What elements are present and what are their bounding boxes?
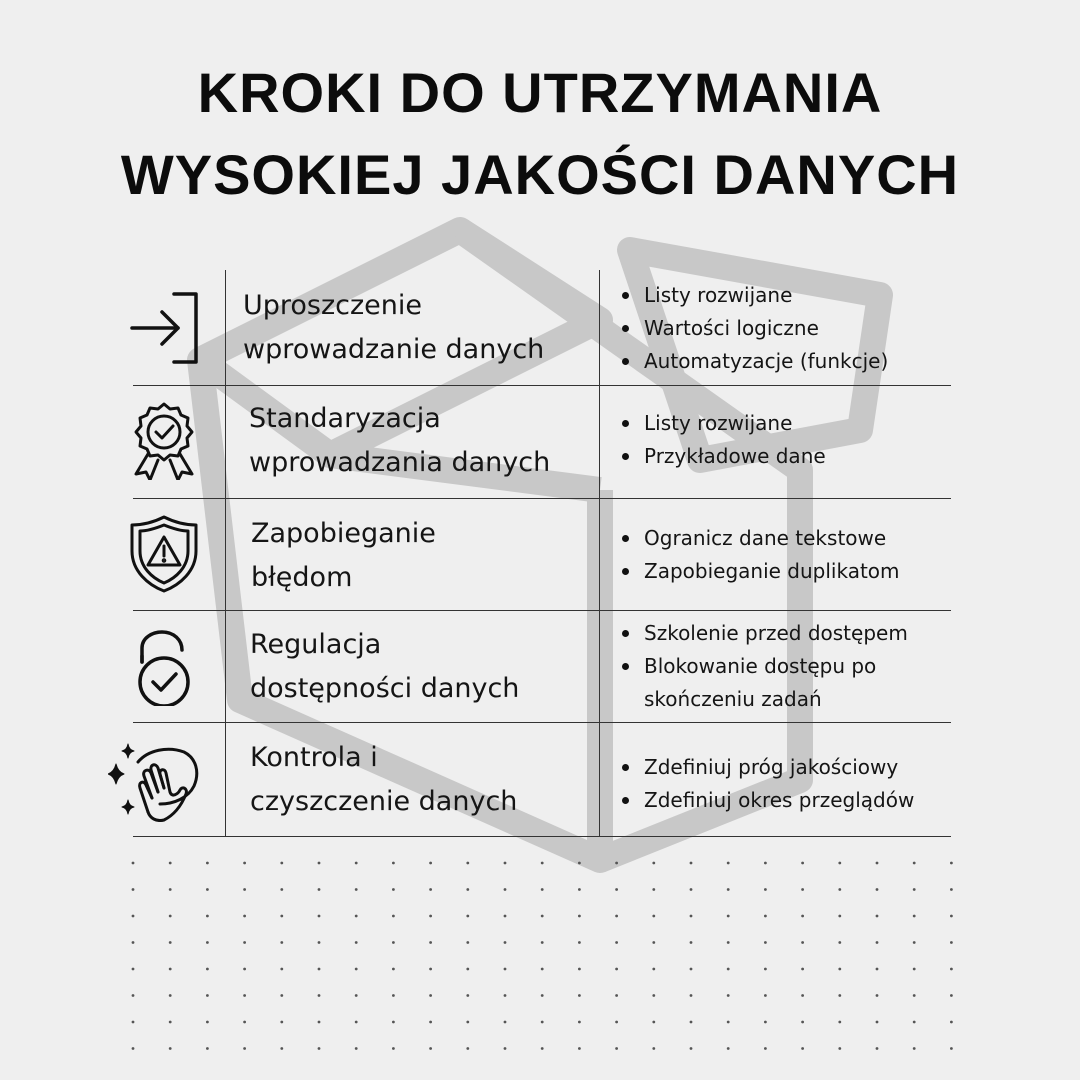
step-bullets <box>618 522 900 588</box>
shield-warning-icon <box>124 513 204 593</box>
bullet-item: Automatyzacje (funkcje) <box>618 345 888 378</box>
step-name: Kontrola i czyszczenie danych <box>250 742 518 817</box>
column-divider-right <box>599 270 600 836</box>
step-name: Regulacja dostępności danych <box>250 629 520 704</box>
step-bullets <box>618 617 908 716</box>
step-name: Standaryzacja wprowadzania danych <box>249 403 551 478</box>
row-divider <box>133 498 951 499</box>
bullet-item: Przykładowe dane <box>618 440 826 473</box>
row-divider <box>133 385 951 386</box>
bullet-item-continuation: skończeniu zadań <box>644 687 822 711</box>
award-badge-icon <box>124 400 204 480</box>
row-divider <box>133 610 951 611</box>
bullet-item: Listy rozwijane <box>618 407 826 440</box>
bullet-item: Szkolenie przed dostępem <box>618 617 908 650</box>
step-bullets <box>618 751 914 817</box>
login-arrow-icon <box>124 288 204 368</box>
bullet-item: Blokowanie dostępu po <box>618 650 908 683</box>
step-bullets <box>618 407 826 473</box>
bullet-item: Listy rozwijane <box>618 279 888 312</box>
step-name: Uproszczenie wprowadzanie danych <box>243 290 545 365</box>
row-divider <box>133 836 951 837</box>
bullet-item: Wartości logiczne <box>618 312 888 345</box>
step-name: Zapobieganie błędom <box>251 518 436 593</box>
title-line-1: KROKI DO UTRZYMANIA <box>197 61 883 124</box>
title-line-2: WYSOKIEJ JAKOŚCI DANYCH <box>120 143 960 206</box>
bullet-item: Zapobieganie duplikatom <box>618 555 900 588</box>
step-bullets <box>618 279 888 378</box>
sparkle-cleaning-hand-icon <box>108 742 204 822</box>
column-divider-left <box>225 270 226 836</box>
padlock-check-icon <box>124 626 204 706</box>
bullet-item: Ogranicz dane tekstowe <box>618 522 900 555</box>
bullet-item: Zdefiniuj okres przeglądów <box>618 784 914 817</box>
bullet-item: Zdefiniuj próg jakościowy <box>618 751 914 784</box>
row-divider <box>133 722 951 723</box>
